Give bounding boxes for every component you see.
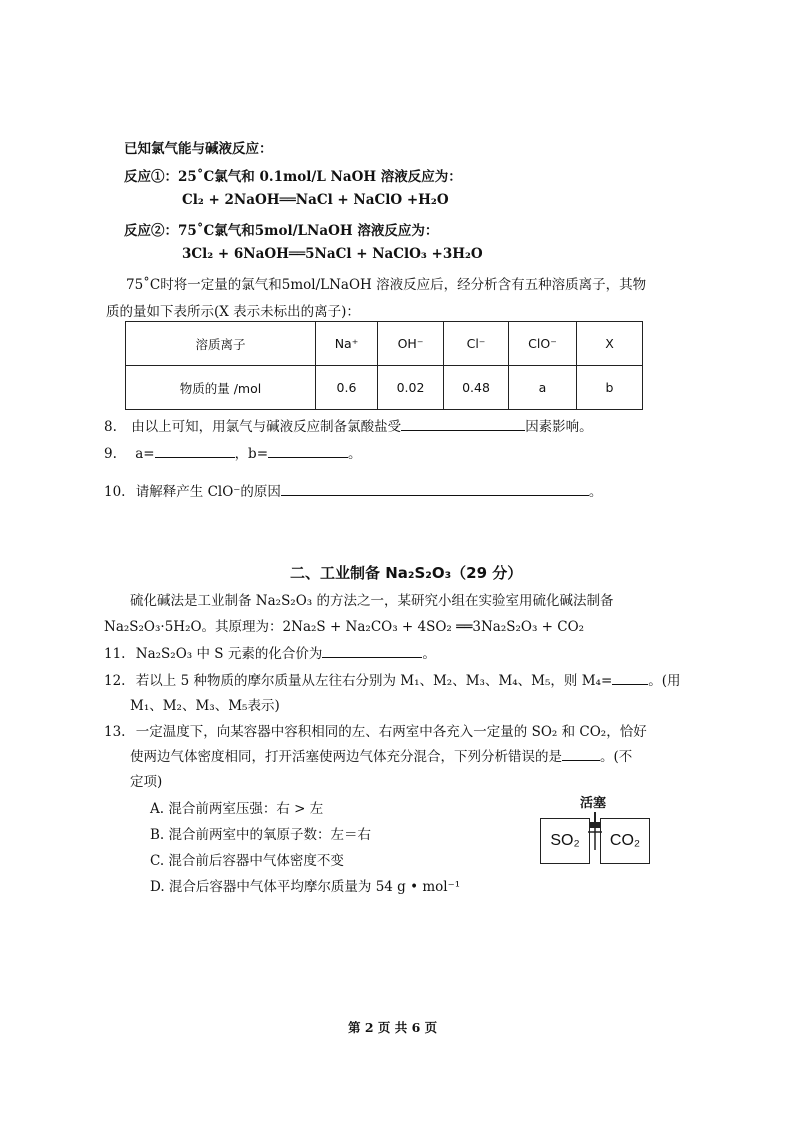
reaction-1-label: 反应①：25˚C氯气和 0.1mol/L NaOH 溶液反应为： (124, 169, 462, 185)
table-cell: a (509, 366, 577, 410)
question-9 (104, 442, 362, 462)
question-text: ，b= (234, 446, 269, 462)
question-number: 12. (104, 673, 126, 689)
table-header-cell: Na⁺ (316, 322, 378, 366)
reaction-2-label: 反应②：75˚C氯气和5mol/LNaOH 溶液反应为： (124, 223, 439, 239)
question-13 (104, 720, 647, 740)
table-header-cell: ClO⁻ (509, 322, 577, 366)
question-13-line-3: 定项) (130, 774, 163, 790)
answer-blank[interactable] (401, 416, 525, 431)
question-text: 因素影响。 (525, 419, 593, 435)
question-8 (104, 415, 593, 435)
table-header-cell: 溶质离子 (126, 322, 316, 366)
table-row (126, 366, 643, 410)
answer-blank[interactable] (281, 481, 589, 496)
answer-blank[interactable] (562, 746, 600, 761)
option-d: D. 混合后容器中气体平均摩尔质量为 54 g • mol⁻¹ (150, 879, 461, 895)
question-text: 。 (348, 446, 362, 462)
page-footer: 第 2 页 共 6 页 (348, 1020, 438, 1035)
question-text: a= (135, 446, 155, 462)
answer-blank[interactable] (612, 670, 648, 685)
question-12 (104, 669, 681, 689)
question-number: 11. (104, 646, 126, 662)
table-cell: 0.02 (378, 366, 444, 410)
table-header-cell: OH⁻ (378, 322, 444, 366)
table-header-cell: X (577, 322, 643, 366)
question-text: 使两边气体密度相同，打开活塞使两边气体充分混合，下列分析错误的是 (130, 749, 562, 765)
question-13-line-2 (130, 745, 632, 765)
answer-blank-b[interactable] (268, 443, 348, 458)
question-text: 由以上可知，用氯气与碱液反应制备氯酸盐受 (131, 419, 402, 435)
description-line-1: 75˚C时将一定量的氯气和5mol/LNaOH 溶液反应后，经分析含有五种溶质离子，其物 (126, 277, 647, 293)
table-header-row (126, 322, 643, 366)
intro-line: 已知氯气能与碱液反应： (124, 141, 273, 157)
valve-icon (586, 812, 604, 852)
ion-table (125, 321, 643, 410)
question-text: 。 (588, 484, 603, 500)
reaction-1-equation: Cl₂ + 2NaOH══NaCl + NaClO +H₂O (182, 192, 449, 208)
table-header-cell: Cl⁻ (444, 322, 509, 366)
question-text: 。 (422, 646, 436, 662)
two-chamber-container-diagram (540, 792, 650, 872)
table-cell: 物质的量 /mol (126, 366, 316, 410)
option-c: C. 混合前后容器中气体密度不变 (150, 853, 344, 869)
question-number: 9. (104, 446, 117, 462)
reaction-2-equation: 3Cl₂ + 6NaOH══5NaCl + NaClO₃ +3H₂O (182, 246, 483, 262)
question-12-line-2: M₁、M₂、M₃、M₅表示) (130, 698, 280, 714)
table-cell: 0.6 (316, 366, 378, 410)
question-10 (104, 480, 602, 500)
section-intro-line-2: Na₂S₂O₃·5H₂O。其原理为：2Na₂S + Na₂CO₃ + 4SO₂ ══3Na₂S₂O₃ + CO₂ (104, 619, 585, 635)
valve-label: 活塞 (580, 796, 607, 811)
description-line-2: 质的量如下表所示(X 表示未标出的离子)： (106, 304, 360, 320)
question-text: Na₂S₂O₃ 中 S 元素的化合价为 (135, 646, 323, 662)
question-number: 8. (104, 419, 117, 435)
left-chamber: SO₂ (540, 818, 590, 864)
question-text: 一定温度下，向某容器中容积相同的左、右两室中各充入一定量的 SO₂ 和 CO₂，恰好 (135, 724, 647, 740)
answer-blank[interactable] (322, 643, 422, 658)
question-number: 13. (104, 724, 126, 740)
option-b: B. 混合前两室中的氧原子数：左＝右 (150, 827, 372, 843)
option-a: A. 混合前两室压强：右 > 左 (150, 801, 324, 817)
right-chamber: CO₂ (600, 818, 650, 864)
section-title: 二、工业制备 Na₂S₂O₃（29 分） (290, 564, 523, 582)
question-text: 请解释产生 ClO⁻的原因 (135, 484, 281, 500)
section-intro-line-1: 硫化碱法是工业制备 Na₂S₂O₃ 的方法之一，某研究小组在实验室用硫化碱法制备 (130, 593, 614, 609)
table-cell: 0.48 (444, 366, 509, 410)
question-text: 。(不 (600, 749, 633, 765)
question-number: 10. (104, 484, 126, 500)
question-text: 。(用 (648, 673, 681, 689)
table-cell: b (577, 366, 643, 410)
question-text: 若以上 5 种物质的摩尔质量从左往右分别为 M₁、M₂、M₃、M₄、M₅，则 M₄= (135, 673, 613, 689)
question-11 (104, 642, 436, 662)
answer-blank-a[interactable] (155, 443, 235, 458)
